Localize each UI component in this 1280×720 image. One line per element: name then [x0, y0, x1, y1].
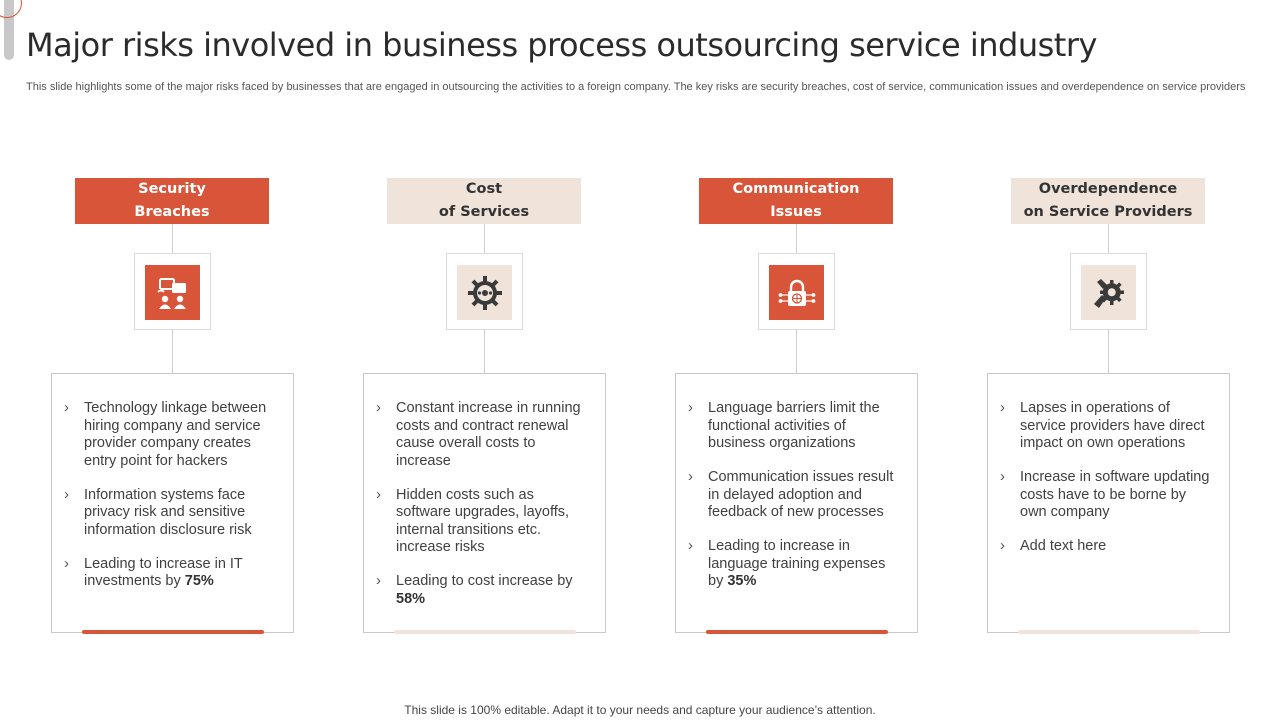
page-title: Major risks involved in business process outsourcing service industry — [26, 26, 1097, 64]
highlight-value: 75% — [184, 573, 214, 589]
column-heading: Cost of Services — [387, 178, 581, 224]
gear-money-icon — [466, 274, 504, 312]
risk-column-communication-issues — [675, 178, 918, 638]
icon-tile — [769, 265, 824, 320]
icon-tile — [1081, 265, 1136, 320]
icon-frame — [446, 253, 523, 330]
risk-column-security-breaches — [51, 178, 294, 638]
hand-gear-icon — [1090, 274, 1128, 312]
bullet-item: › Language barriers limit the functional activities of business organizations — [688, 400, 902, 453]
hacker-network-icon — [154, 274, 192, 312]
risk-card — [51, 373, 294, 633]
risk-column-overdependence — [987, 178, 1230, 638]
icon-frame — [134, 253, 211, 330]
connector-line — [172, 224, 173, 253]
bullet-item: › Leading to cost increase by 58% — [376, 573, 590, 608]
footer-note: This slide is 100% editable. Adapt it to your needs and capture your audience’s attention. — [404, 703, 876, 717]
connector-line — [172, 330, 173, 373]
icon-tile — [457, 265, 512, 320]
highlight-value: 35% — [727, 573, 757, 589]
icon-frame — [758, 253, 835, 330]
card-accent-bar — [394, 630, 576, 634]
lock-network-icon — [778, 274, 816, 312]
bullet-list — [688, 400, 902, 607]
bullet-item: › Leading to increase in language training expenses by 35% — [688, 538, 902, 591]
column-heading: Overdependence on Service Providers — [1011, 178, 1205, 224]
bullet-item: › Lapses in operations of service providers have direct impact on own operations — [1000, 400, 1214, 453]
corner-decoration-circle — [0, 0, 22, 18]
connector-line — [1108, 330, 1109, 373]
risk-card — [987, 373, 1230, 633]
bullet-item: › Leading to increase in IT investments by 75% — [64, 556, 278, 591]
column-heading: Communication Issues — [699, 178, 893, 224]
bullet-item: › Hidden costs such as software upgrades, layoffs, internal transitions etc. increase risks — [376, 487, 590, 557]
card-accent-bar — [706, 630, 888, 634]
connector-line — [484, 224, 485, 253]
connector-line — [1108, 224, 1109, 253]
icon-tile — [145, 265, 200, 320]
icon-frame — [1070, 253, 1147, 330]
card-accent-bar — [82, 630, 264, 634]
bullet-item: › Add text here — [1000, 538, 1214, 556]
card-accent-bar — [1018, 630, 1200, 634]
connector-line — [796, 224, 797, 253]
bullet-item: › Information systems face privacy risk and sensitive information disclosure risk — [64, 487, 278, 540]
column-heading: Security Breaches — [75, 178, 269, 224]
risk-card — [363, 373, 606, 633]
bullet-item: › Increase in software updating costs have to be borne by own company — [1000, 469, 1214, 522]
bullet-list — [64, 400, 278, 607]
page-subtitle: This slide highlights some of the major risks faced by businesses that are engaged in outsourcing the activities to a foreign company. The key risks are security breaches, cost of service, communication issues and overdependence on service providers — [26, 81, 1246, 93]
connector-line — [796, 330, 797, 373]
highlight-value: 58% — [396, 590, 426, 607]
connector-line — [484, 330, 485, 373]
bullet-list — [1000, 400, 1214, 572]
bullet-item: › Constant increase in running costs and contract renewal cause overall costs to increase — [376, 400, 590, 470]
bullet-item: › Technology linkage between hiring company and service provider company creates entry point for hackers — [64, 400, 278, 470]
bullet-list — [376, 400, 590, 625]
risk-card — [675, 373, 918, 633]
risk-column-cost-of-services — [363, 178, 606, 638]
bullet-item: › Communication issues result in delayed adoption and feedback of new processes — [688, 469, 902, 522]
